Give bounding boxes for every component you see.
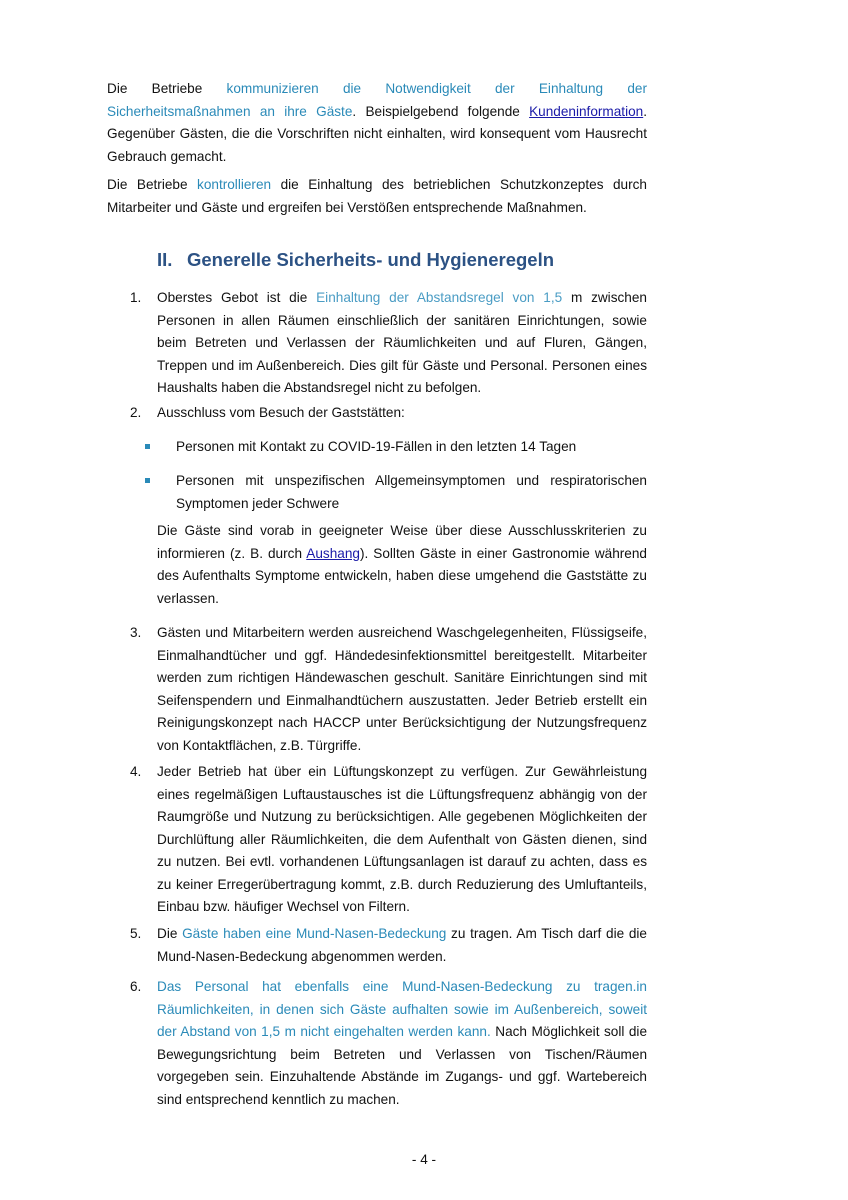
bullet-item-1 (145, 436, 647, 459)
exclusion-note (157, 520, 647, 610)
text: ). Sollten Gäste in einer Gastronomie während des Aufenthalts Symptome entwickeln, haben diese umgehend die Gaststätte zu verlassen. (157, 545, 647, 606)
text: die Einhaltung des betrieblichen Schutzkonzeptes durch Mitarbeiter und Gäste und ergreifen bei Verstößen entsprechende Maßnahmen. (107, 177, 647, 215)
text: . Gegenüber Gästen, die die Vorschriften nicht einhalten, wird konsequent vom Hausrecht Gebrauch gemacht. (107, 103, 647, 164)
text: Ausschluss vom Besuch der Gaststätten: (157, 405, 405, 420)
list-item-1 (130, 287, 647, 400)
page-number: - 4 - (411, 1152, 437, 1167)
highlighted-text: Das Personal hat ebenfalls eine Mund-Nasen-Bedeckung zu tragen.in Räumlichkeiten, in denen sich Gäste aufhalten sowie im Außenbereich, soweit der Abstand von 1,5 m nicht eingehalten werden kann. (157, 979, 647, 1039)
list-number: 4. (130, 764, 142, 779)
aushang-link[interactable]: Aushang (306, 545, 360, 561)
square-bullet-icon (145, 444, 150, 449)
text: . Beispielgebend folgende (352, 103, 530, 119)
list-number: 2. (130, 405, 142, 420)
list-item-2 (130, 402, 647, 425)
list-number: 3. (130, 625, 142, 640)
text: Die Betriebe (107, 81, 227, 96)
highlighted-text: Gäste haben eine Mund-Nasen-Bedeckung (182, 926, 447, 941)
list-number: 6. (130, 979, 142, 994)
list-item-4 (130, 761, 647, 919)
highlighted-text: Einhaltung der Abstandsregel von 1,5 (316, 290, 563, 305)
intro-paragraph-2 (107, 174, 647, 219)
highlighted-text: kontrollieren (197, 177, 272, 192)
list-number: 1. (130, 290, 142, 305)
text: Nach Möglichkeit soll die Bewegungsrichtung beim Betreten und Verlassen von Tischen/Räumen vorgegeben sein. Einzuhaltende Abstände im Zugangs- und ggf. Wartebereich sind entsprechend kenntlich zu machen. (157, 1024, 648, 1107)
text: zu tragen. Am Tisch darf die die Mund-Nasen-Bedeckung abgenommen werden. (157, 926, 647, 964)
list-item-3 (130, 622, 647, 757)
text: m zwischen Personen in allen Räumen einschließlich der sanitären Einrichtungen, sowie beim Betreten und Verlassen der Räumlichkeiten und auf Fluren, Gängen, Treppen und im Außenbereich. Dies gilt für Gäste und Personal. Personen eines Haushalts haben die Abstandsregel nicht zu befolgen. (157, 290, 647, 395)
text: Die Gäste sind vorab in geeigneter Weise über diese Ausschlusskriterien zu informieren (z. B. durch (157, 523, 647, 561)
text: Personen mit unspezifischen Allgemeinsymptomen und respiratorischen Symptomen jeder Schwere (176, 473, 647, 511)
intro-paragraph-1 (107, 78, 647, 168)
kundeninformation-link[interactable]: Kundeninformation (529, 103, 644, 119)
bullet-item-2 (145, 470, 647, 515)
highlighted-text: kommunizieren die Notwendigkeit der Einhaltung der Sicherheitsmaßnahmen an ihre Gäste (107, 81, 647, 119)
text: Die (157, 926, 183, 941)
square-bullet-icon (145, 478, 150, 483)
text: Gästen und Mitarbeitern werden ausreichend Waschgelegenheiten, Flüssigseife, Einmalhandtücher und ggf. Händedesinfektionsmittel bereitgestellt. Mitarbeiter werden zum richtigen Händewaschen geschult. Sanitäre Einrichtungen sind mit Seifenspendern und Einmalhandtüchern auszustatten. Jeder Betrieb erstellt ein Reinigungskonzept nach HACCP unter Berücksichtigung der Nutzungsfrequenz von Kontaktflächen, z.B. Türgriffe. (157, 625, 647, 753)
list-item-5 (130, 923, 647, 968)
section-title: Generelle Sicherheits- und Hygieneregeln (187, 249, 555, 270)
text: Jeder Betrieb hat über ein Lüftungskonzept zu verfügen. Zur Gewährleistung eines regelmäßigen Luftaustausches ist die Lüftungsfrequenz abhängig von der Raumgröße und Nutzung zu berücksichtigen. Alle gegebenen Möglichkeiten der Durchlüftung aller Räumlichkeiten, die dem Aufenthalt von Gästen dienen, sind zu nutzen. Bei evtl. vorhandenen Lüftungsanlagen ist darauf zu achten, dass es zu keiner Erregerübertragung kommt, z.B. durch Reduzierung des Umluftanteils, Einbau bzw. häufiger Wechsel von Filtern. (157, 764, 647, 914)
section-number: II. (157, 249, 173, 270)
text: Personen mit Kontakt zu COVID-19-Fällen in den letzten 14 Tagen (176, 439, 577, 454)
list-item-6 (130, 976, 647, 1111)
text: Die Betriebe (107, 177, 198, 192)
list-number: 5. (130, 926, 142, 941)
section-heading (157, 245, 554, 275)
text: Oberstes Gebot ist die (157, 290, 317, 305)
